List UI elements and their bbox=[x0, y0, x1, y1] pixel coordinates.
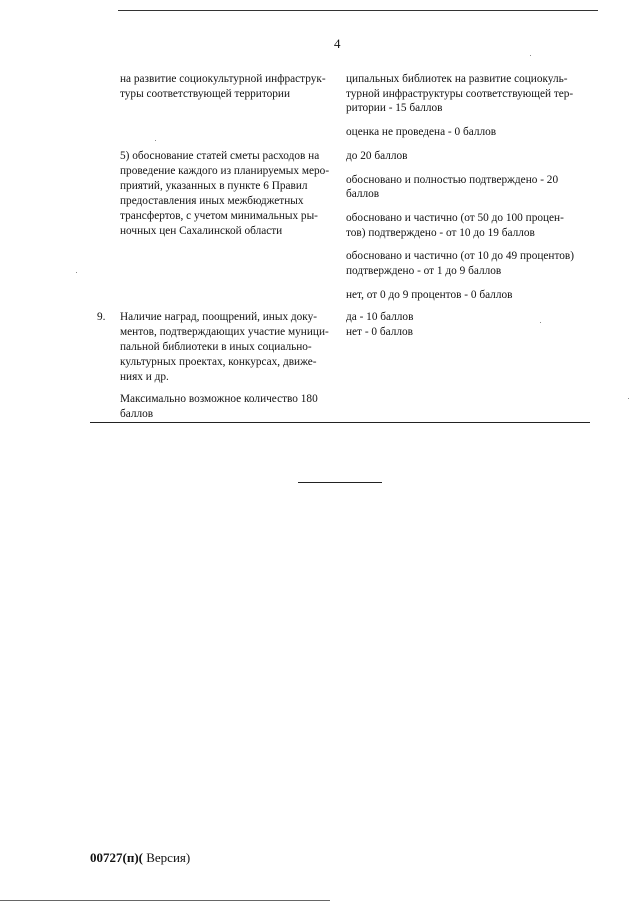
score-text-line: да - 10 баллов bbox=[346, 311, 414, 323]
scan-speck bbox=[628, 398, 629, 399]
scan-speck bbox=[530, 55, 531, 56]
criterion-text-line: 5) обоснование статей сметы расходов на bbox=[120, 150, 320, 162]
table-bottom-rule bbox=[90, 422, 590, 423]
score-text-line: ципальных библиотек на развитие социокуль- bbox=[346, 73, 568, 85]
score-text-line: обосновано и частично (от 10 до 49 процентов) bbox=[346, 250, 574, 262]
score-text-line: тов) подтверждено - от 10 до 19 баллов bbox=[346, 227, 535, 239]
scan-speck bbox=[540, 322, 541, 323]
criterion-text-line: проведение каждого из планируемых меро- bbox=[120, 165, 330, 177]
score-text-line: оценка не проведена - 0 баллов bbox=[346, 126, 497, 138]
criterion-text-line: ментов, подтверждающих участие муници- bbox=[120, 326, 329, 338]
criterion-text-line: на развитие социокультурной инфраструк- bbox=[120, 73, 326, 85]
score-text-line: нет, от 0 до 9 процентов - 0 баллов bbox=[346, 289, 513, 301]
criterion-text-line: туры соответствующей территории bbox=[120, 88, 290, 100]
page-number: 4 bbox=[334, 36, 341, 51]
score-text-line: обосновано и полностью подтверждено - 20 bbox=[346, 174, 559, 186]
criterion-text-line: трансфертов, с учетом минимальных ры- bbox=[120, 210, 318, 222]
criterion-text-line: пальной библиотеки в иных социально- bbox=[120, 341, 312, 353]
end-of-document-rule bbox=[298, 482, 382, 483]
score-text-line: подтверждено - от 1 до 9 баллов bbox=[346, 265, 502, 277]
scan-speck bbox=[76, 272, 77, 273]
row-number: 9. bbox=[97, 311, 106, 323]
document-code-number: 00727(п)( bbox=[90, 850, 143, 865]
max-score-line: Максимально возможное количество 180 bbox=[120, 393, 318, 405]
criterion-text-line: приятий, указанных в пункте 6 Правил bbox=[120, 180, 308, 192]
criterion-text-line: Наличие наград, поощрений, иных доку- bbox=[120, 311, 318, 323]
score-text-line: до 20 баллов bbox=[346, 150, 408, 162]
document-version-label: Версия) bbox=[142, 850, 191, 865]
criterion-text-line: культурных проектах, конкурсах, движе- bbox=[120, 356, 317, 368]
score-text-line: турной инфраструктуры соответствующей тер- bbox=[346, 88, 574, 100]
scan-edge-line-top bbox=[118, 10, 598, 11]
score-text-line: ритории - 15 баллов bbox=[346, 102, 443, 114]
criterion-text-line: ниях и др. bbox=[120, 371, 169, 383]
scan-speck bbox=[155, 140, 156, 141]
max-score-line: баллов bbox=[120, 408, 154, 420]
score-text-line: баллов bbox=[346, 188, 380, 200]
scan-edge-line-bottom bbox=[0, 900, 330, 901]
document-code bbox=[90, 850, 190, 866]
score-text-line: нет - 0 баллов bbox=[346, 326, 413, 338]
score-text-line: обосновано и частично (от 50 до 100 процен- bbox=[346, 212, 564, 224]
criterion-text-line: ночных цен Сахалинской области bbox=[120, 225, 283, 237]
criterion-text-line: предоставления иных межбюджетных bbox=[120, 195, 304, 207]
